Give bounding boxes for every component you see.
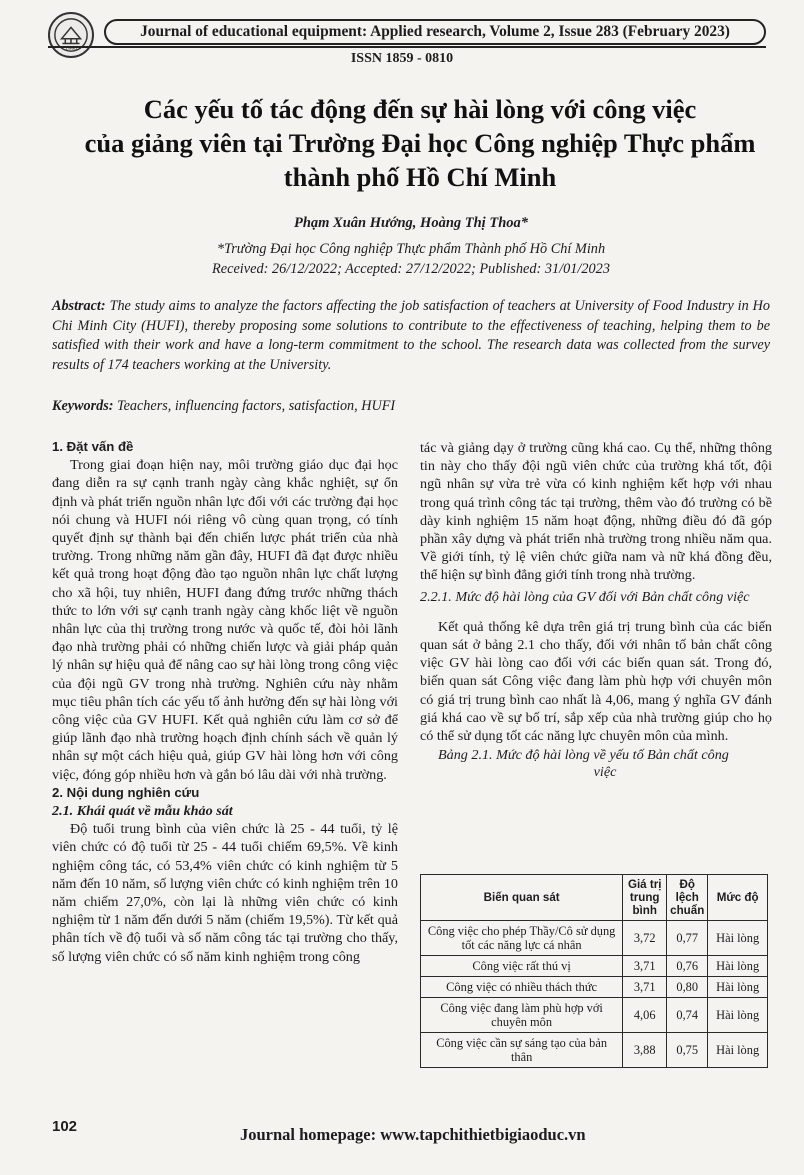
table-cell: 4,06 <box>623 998 667 1033</box>
title-line: Các yếu tố tác động đến sự hài lòng với công việc <box>143 94 697 124</box>
title-line: thành phố Hồ Chí Minh <box>283 162 557 192</box>
table-header: Giá trị trung bình <box>623 875 667 921</box>
paragraph: Trong giai đoạn hiện nay, môi trường giáo dục đại học đang diễn ra sự cạnh tranh ngày càng khắc nghiệt, sự ổn định và phát triển nguồn nhân lực đối với các trường đại học nói chung và HUFI nói riêng vô cùng quan trọng, có tính quyết định sự thành bại đến chiến lược phát triển của nhà trường. Trong những năm gần đây, HUFI đã đạt được nhiều kết quả trong hoạt động đào tạo nguồn nhân lực chất lượng cho xã hội, tuy nhiên, HUFI đang đứng trước những thách thức to lớn với sự cạnh tranh ngày càng khốc liệt về nguồn nhân lực của thị trường trong nước và quốc tế, đòi hỏi lãnh đạo nhà trường phải có những chiến lược và giải pháp quản lý nhân sự hiệu quả để nâng cao sự hài lòng trong công việc của đội ngũ GV trong nhà trường. Nghiên cứu này nhằm mục tiêu phân tích các yếu tố ảnh hưởng đến sự hài lòng với công việc của GV HUFI. Kết quả nghiên cứu làm cơ sở để giúp lãnh đạo nhà trường hoạch định chính sách về quản lý nhân sự một cách hiệu quả, giúp GV hài lòng hơn với công việc, đóng góp nhiều hơn và gắn bó lâu dài với nhà trường. <box>52 457 398 783</box>
section-heading: 2. Nội dung nghiên cứu <box>52 784 200 800</box>
table-cell: Hài lòng <box>708 998 768 1033</box>
page-number: 102 <box>52 1118 78 1135</box>
logo-year: 1990 <box>64 47 78 53</box>
table-cell: 0,80 <box>667 977 708 998</box>
article-title <box>40 92 800 194</box>
table-cell: Công việc cần sự sáng tạo của bản thân <box>421 1033 623 1068</box>
table-row <box>421 1033 768 1068</box>
right-column <box>420 439 772 781</box>
table-cell: 0,75 <box>667 1033 708 1068</box>
paragraph: Độ tuổi trung bình của viên chức là 25 - 44 tuổi, tỷ lệ viên chức có độ tuổi từ 25 - 44 tuổi chiếm 69,5%. Về kinh nghiệm công tác, có 53,4% viên chức có kinh nghiệm từ 5 năm đến 10 năm, số lượng viên chức có kinh nghiệm trên 10 năm chiếm 27,0%, còn lại là những viên chức có kinh nghiệm từ 1 năm đến dưới 5 năm (chiếm 19,5%). Từ kết quả phân tích về độ tuổi và số năm công tác tại trường cho thấy, số lượng viên chức có số năm kinh nghiệm trong công <box>52 821 398 965</box>
table-row <box>421 921 768 956</box>
authors: Phạm Xuân Hướng, Hoàng Thị Thoa* <box>293 215 529 231</box>
paragraph: tác và giảng dạy ở trường cũng khá cao. Cụ thể, những thông tin này cho thấy đội ngũ viên chức của trường khá tốt, đội ngũ nhân sự vừa trẻ vừa có kinh nghiệm kết hợp với nhau trong quá trình công tác tại trường, thêm vào đó trường có bề dày kinh nghiệm 15 năm hoạt động, những điều đó đã góp phần xây dựng và phát triển nhà trường trong nhiều năm qua. Về giới tính, tỷ lệ viên chức giữa nam và nữ khá đồng đều, thể hiện sự bình đẳng giới tính trong nhà trường. <box>420 440 772 584</box>
subsection-heading: 2.1. Khái quát về mẫu khảo sát <box>52 803 233 820</box>
abstract-text: The study aims to analyze the factors affecting the job satisfaction of teachers at University of Food Industry in Ho Chi Minh City (HUFI), thereby proposing some solutions to contribute to the effectiveness of teaching, helping them to be satisfied with their work and have a long-term commitment to the school. The research data was collected from the survey results of 174 teachers working at the University. <box>52 298 771 373</box>
table-header: Mức độ <box>708 875 768 921</box>
table-cell: Công việc có nhiều thách thức <box>421 977 623 998</box>
abstract <box>52 297 770 375</box>
section-heading: 1. Đặt vấn đề <box>52 439 134 454</box>
table-cell: 0,77 <box>667 921 708 956</box>
keywords-label: Keywords: <box>52 398 114 414</box>
table-cell: 3,88 <box>623 1033 667 1068</box>
table-cell: Hài lòng <box>708 956 768 977</box>
table-header-row <box>421 875 768 921</box>
table-row <box>421 977 768 998</box>
table-header: Độ lệch chuẩn <box>667 875 708 921</box>
paragraph: Kết quả thống kê dựa trên giá trị trung bình của các biến quan sát ở bảng 2.1 cho thấy, đối với nhân tố bản chất công việc GV hài lòng cao đối với các biến quan sát. Trong đó, biến quan sát Công việc đang làm phù hợp với chuyên môn có giá trị trung bình cao nhất là 4,06, mang ý nghĩa GV đánh giá khá cao về sự bố trí, sắp xếp của nhà trường giúp cho họ có thể sử dụng tốt các năng lực chuyên môn của mình. <box>420 618 772 745</box>
table-caption <box>420 747 772 781</box>
subsection-heading: 2.2.1. Mức độ hài lòng của GV đối với Bản chất công việc <box>420 588 750 605</box>
abstract-label: Abstract: <box>52 298 106 314</box>
table-caption-line: việc <box>593 764 617 781</box>
issn: ISSN 1859 - 0810 <box>350 51 454 66</box>
header-rule <box>48 46 766 48</box>
journal-homepage: Journal homepage: www.tapchithietbigiaoduc.vn <box>240 1125 586 1144</box>
keywords-text: Teachers, influencing factors, satisfaction, HUFI <box>117 398 396 414</box>
table-cell: Hài lòng <box>708 1033 768 1068</box>
table-header: Biến quan sát <box>421 875 623 921</box>
table-cell: Công việc cho phép Thầy/Cô sử dụng tốt các năng lực cá nhân <box>421 921 623 956</box>
keywords <box>52 398 770 415</box>
table-cell: 3,71 <box>623 956 667 977</box>
table-cell: 3,71 <box>623 977 667 998</box>
table-cell: 3,72 <box>623 921 667 956</box>
table-row <box>421 956 768 977</box>
results-table <box>420 874 768 1068</box>
table-caption-line: Bảng 2.1. Mức độ hài lòng về yếu tố Bản chất công <box>438 747 729 764</box>
table-row <box>421 998 768 1033</box>
table-cell: Công việc rất thú vị <box>421 956 623 977</box>
table-cell: Hài lòng <box>708 977 768 998</box>
table-cell: 0,76 <box>667 956 708 977</box>
journal-header <box>104 19 766 45</box>
table-cell: Hài lòng <box>708 921 768 956</box>
left-column <box>52 438 398 966</box>
journal-title: Journal of educational equipment: Applied research, Volume 2, Issue 283 (February 2023) <box>140 23 730 40</box>
affiliation: *Trường Đại học Công nghiệp Thực phẩm Thành phố Hồ Chí Minh <box>216 241 606 257</box>
title-line: của giảng viên tại Trường Đại học Công nghiệp Thực phẩm <box>84 128 756 158</box>
article-dates: Received: 26/12/2022; Accepted: 27/12/2022; Published: 31/01/2023 <box>212 261 610 277</box>
table-cell: 0,74 <box>667 998 708 1033</box>
table-cell: Công việc đang làm phù hợp với chuyên môn <box>421 998 623 1033</box>
